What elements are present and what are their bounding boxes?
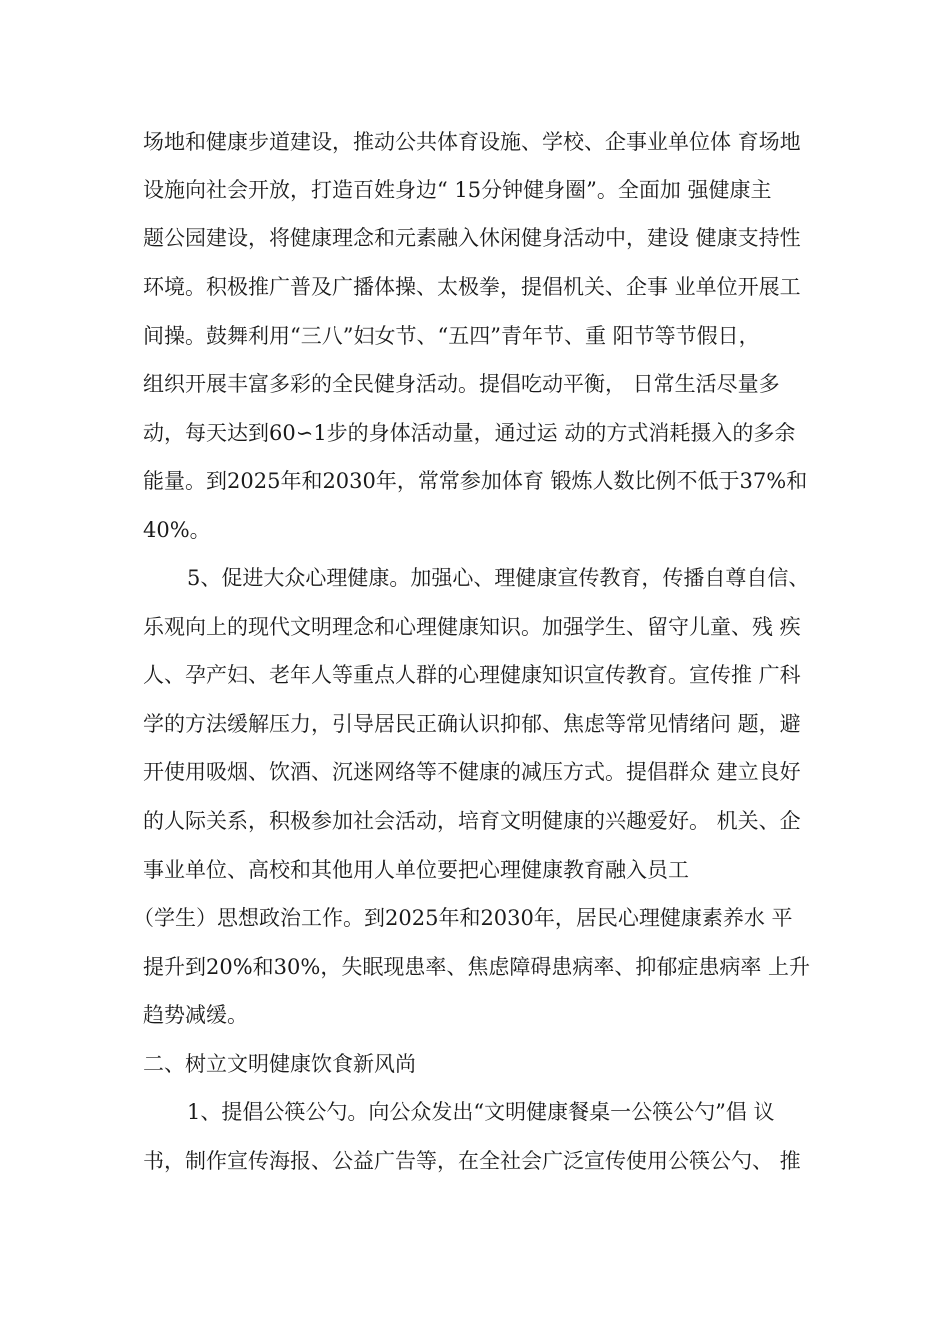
text-line: 能量。到2025年和2030年，常常参加体育 锻炼人数比例不低于37%和 bbox=[143, 469, 808, 493]
text-line: 40%。 bbox=[143, 518, 211, 542]
text-line: 开使用吸烟、饮酒、沉迷网络等不健康的减压方式。提倡群众 建立良好 bbox=[143, 760, 801, 784]
section-heading: 二、树立文明健康饮食新风尚 bbox=[143, 1052, 416, 1076]
paragraph-heading-1: 1、提倡公筷公勺。向公众发出“文明健康餐桌一公筷公勺”倡 议 bbox=[187, 1100, 775, 1124]
text-line: 书，制作宣传海报、公益广告等，在全社会广泛宣传使用公筷公勺、 推 bbox=[143, 1149, 801, 1173]
text-line: 间操。鼓舞利用“三八”妇女节、“五四”青年节、重 阳节等节假日， bbox=[143, 324, 760, 348]
text-line: 动，每天达到60∽1步的身体活动量，通过运 动的方式消耗摄入的多余 bbox=[143, 421, 796, 445]
text-line: 趋势减缓。 bbox=[143, 1003, 248, 1027]
text-line: 组织开展丰富多彩的全民健身活动。提倡吃动平衡， 日常生活尽量多 bbox=[143, 372, 780, 396]
text-line: 乐观向上的现代文明理念和心理健康知识。加强学生、留守儿童、残 疾 bbox=[143, 615, 801, 639]
paragraph-heading-5: 5、促进大众心理健康。加强心、理健康宣传教育，传播自尊自信、 bbox=[187, 566, 810, 590]
text-line: 的人际关系，积极参加社会活动，培育文明健康的兴趣爱好。 机关、企 bbox=[143, 809, 801, 833]
text-line: 设施向社会开放，打造百姓身边“ 15分钟健身圈”。全面加 强健康主 bbox=[143, 178, 772, 202]
text-line: 提升到20%和30%，失眠现患率、焦虑障碍患病率、抑郁症患病率 上升 bbox=[143, 955, 811, 979]
text-line: 事业单位、高校和其他用人单位要把心理健康教育融入员工 bbox=[143, 858, 689, 882]
text-line: 学的方法缓解压力，引导居民正确认识抑郁、焦虑等常见情绪问 题，避 bbox=[143, 712, 801, 736]
text-line: 题公园建设，将健康理念和元素融入休闲健身活动中，建设 健康支持性 bbox=[143, 226, 801, 250]
text-line: 环境。积极推广普及广播体操、太极拳，提倡机关、企事 业单位开展工 bbox=[143, 275, 801, 299]
text-line: 人、孕产妇、老年人等重点人群的心理健康知识宣传教育。宣传推 广科 bbox=[143, 663, 801, 687]
text-line: 场地和健康步道建设，推动公共体育设施、学校、企事业单位体 育场地 bbox=[143, 130, 801, 154]
text-line: （学生）思想政治工作。到2025年和2030年，居民心理健康素养水 平 bbox=[133, 906, 793, 930]
